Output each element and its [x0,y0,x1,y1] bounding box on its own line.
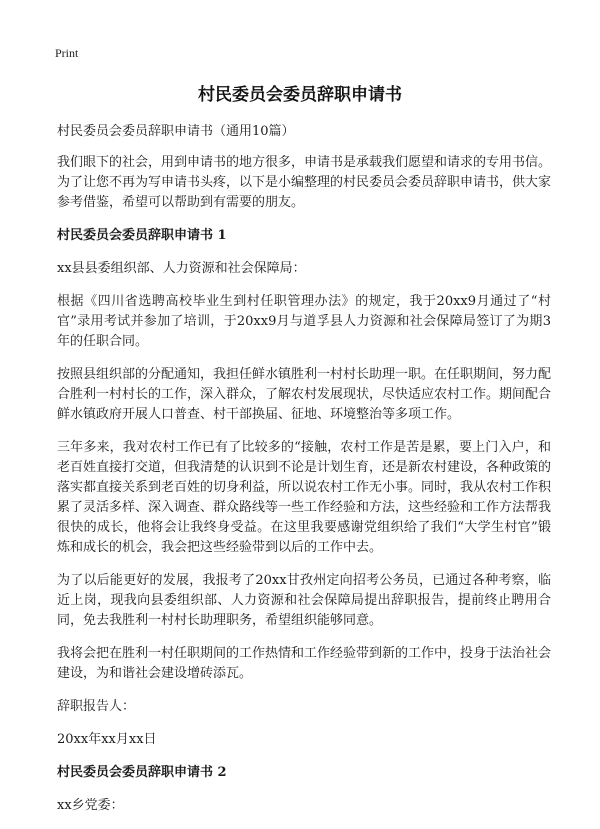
letter-1-paragraph: 根据《四川省选聘高校毕业生到村任职管理办法》的规定，我于20xx9月通过了“村官”录用考试并参加了培训，于20xx9月与道孚县人力资源和社会保障局签订了为期3年的任职合同。 [57,294,551,349]
print-link[interactable]: Print [55,46,79,60]
letter-1-paragraph: 为了以后能更好的发展，我报考了20xx甘孜州定向招考公务员，已通过各种考察，临近上岗，现我向县委组织部、人力资源和社会保障局提出辞职报告，提前终止聘用合同，免去我胜利一村村长助理职务，希望组织能够同意。 [57,573,551,628]
letter-1-heading: 村民委员会委员辞职申请书 1 [57,228,227,243]
letter-1-salutation: xx县县委组织部、人力资源和社会保障局： [57,261,306,276]
intro-paragraph: 我们眼下的社会，用到申请书的地方很多，申请书是承载我们愿望和请求的专用书信。为了让您不再为写申请书头疼，以下是小编整理的村民委员会委员辞职申请书，供大家参考借鉴，希望可以帮助到有需要的朋友。 [57,155,552,210]
letter-1-paragraph: 三年多来，我对农村工作已有了比较多的“接触，农村工作是苦是累，要上门入户，和老百姓直接打交道，但我清楚的认识到不论是计划生育，还是新农村建设，各种政策的落实都直接关系到老百姓的切身利益，所以说农村工作无小事。同时，我从农村工作积累了灵活多样、深入调查、群众路线等一些工作经验和方法，这些经验和工作方法帮我很快的成长，他将会让我终身受益。在这里我要感谢党组织给了我们“大学生村官”锻炼和成长的机会，我会把这些经验带到以后的工作中去。 [57,440,552,555]
letter-1-date: 20xx年xx月xx日 [57,732,157,747]
document-body [57,122,551,829]
letter-1-signature-label: 辞职报告人： [57,699,136,714]
letter-2-salutation: xx乡党委： [57,798,124,813]
document-title: 村民委员会委员辞职申请书 [198,85,402,105]
letter-1-paragraph: 按照县组织部的分配通知，我担任鲜水镇胜利一村村长助理一职。在任职期间，努力配合胜利一村村长的工作，深入群众，了解农村发展现状，尽快适应农村工作。期间配合鲜水镇政府开展人口普查、村干部换届、征地、环境整治等多项工作。 [57,367,552,422]
letter-1-paragraph: 我将会把在胜利一村任职期间的工作热情和工作经验带到新的工作中，投身于法治社会建设，为和谐社会建设增砖添瓦。 [57,646,552,681]
document-subtitle: 村民委员会委员辞职申请书（通用10篇） [57,124,295,139]
letter-2-heading: 村民委员会委员辞职申请书 2 [57,765,227,780]
